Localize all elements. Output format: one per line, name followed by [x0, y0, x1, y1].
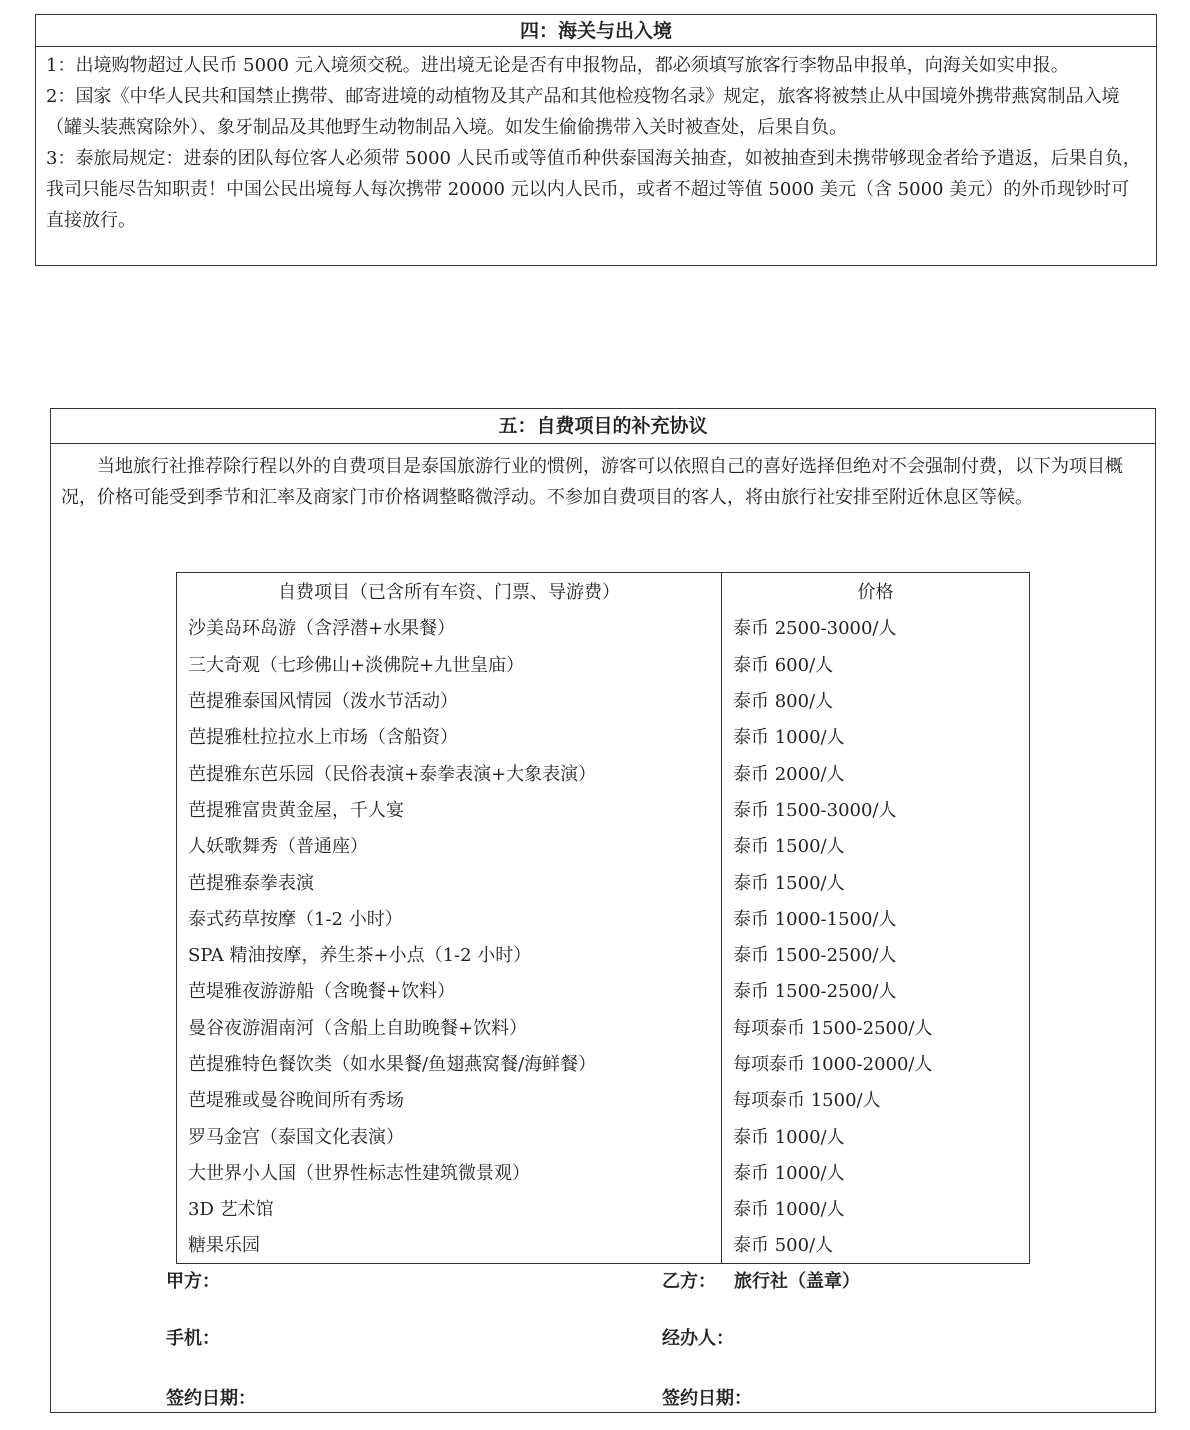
table-row	[177, 609, 1030, 645]
item-name: 芭提雅富贵黄金屋，千人宴	[188, 799, 404, 821]
item-name: 泰式药草按摩（1-2 小时）	[188, 908, 403, 930]
customs-paragraph: 1：出境购物超过人民币 5000 元入境须交税。进出境无论是否有申报物品，都必须填写旅客行李物品申报单，向海关如实申报。	[46, 55, 1069, 76]
customs-section	[35, 14, 1157, 266]
item-name: 芭堤雅夜游游船（含晚餐+饮料）	[188, 981, 456, 1003]
optional-items-table	[176, 572, 1030, 1264]
item-price: 泰币 800/人	[722, 682, 1030, 718]
table-row	[177, 863, 1030, 899]
table-row	[177, 682, 1030, 718]
item-name: 沙美岛环岛游（含浮潜+水果餐）	[188, 618, 456, 640]
item-price: 每项泰币 1000-2000/人	[722, 1045, 1030, 1081]
item-name: 芭提雅杜拉拉水上市场（含船资）	[188, 727, 458, 749]
table-row	[177, 1190, 1030, 1226]
table-row	[177, 900, 1030, 936]
table-row	[177, 646, 1030, 682]
item-price: 每项泰币 1500/人	[722, 1081, 1030, 1117]
customs-paragraph: 2：国家《中华人民共和国禁止携带、邮寄进境的动植物及其产品和其他检疫物名录》规定，旅客将被禁止从中国境外携带燕窝制品入境（罐头装燕窝除外）、象牙制品及其他野生动物制品入境。如发生偷偷携带入关时被查处，后果自负。	[46, 86, 1120, 138]
item-name: 芭提雅泰拳表演	[188, 872, 314, 894]
item-price: 泰币 1000/人	[722, 1117, 1030, 1153]
party-b-value: 旅行社（盖章）	[734, 1271, 860, 1292]
item-price: 泰币 2500-3000/人	[722, 609, 1030, 645]
item-name: 糖果乐园	[188, 1235, 260, 1257]
party-b-label: 乙方：	[662, 1271, 716, 1292]
item-price: 泰币 1500-3000/人	[722, 791, 1030, 827]
table-header-row	[177, 573, 1030, 610]
phone-label: 手机：	[166, 1328, 220, 1349]
item-name: 罗马金宫（泰国文化表演）	[188, 1126, 404, 1148]
sign-date-label-b: 签约日期：	[662, 1388, 752, 1409]
table-row	[177, 1117, 1030, 1153]
table-body	[177, 609, 1030, 1263]
table-row	[177, 718, 1030, 754]
table-row	[177, 1045, 1030, 1081]
table-row	[177, 936, 1030, 972]
item-price: 每项泰币 1500-2500/人	[722, 1009, 1030, 1045]
table-row	[177, 1081, 1030, 1117]
item-name: 芭提雅泰国风情园（泼水节活动）	[188, 691, 458, 713]
item-price: 泰币 2000/人	[722, 754, 1030, 790]
table-row	[177, 1154, 1030, 1190]
item-price: 泰币 1500/人	[722, 827, 1030, 863]
item-name: 曼谷夜游湄南河（含船上自助晚餐+饮料）	[188, 1017, 528, 1039]
item-price: 泰币 1500-2500/人	[722, 936, 1030, 972]
item-price: 泰币 600/人	[722, 646, 1030, 682]
table-row	[177, 827, 1030, 863]
item-name: SPA 精油按摩，养生茶+小点（1-2 小时）	[188, 945, 532, 967]
sign-date-label-a: 签约日期：	[166, 1388, 256, 1409]
header-item: 自费项目（已含所有车资、门票、导游费）	[278, 582, 620, 604]
item-name: 三大奇观（七珍佛山+淡佛院+九世皇庙）	[188, 654, 525, 676]
optional-items-intro: 当地旅行社推荐除行程以外的自费项目是泰国旅游行业的惯例，游客可以依照自己的喜好选择但绝对不会强制付费，以下为项目概况，价格可能受到季节和汇率及商家门市价格调整略微浮动。不参加自费项目的客人，将由旅行社安排至附近休息区等候。	[61, 456, 1123, 508]
item-price: 泰币 1000/人	[722, 718, 1030, 754]
item-price: 泰币 500/人	[722, 1226, 1030, 1263]
table-row	[177, 972, 1030, 1008]
customs-section-body	[36, 47, 1156, 236]
item-name: 人妖歌舞秀（普通座）	[188, 836, 368, 858]
item-price: 泰币 1500-2500/人	[722, 972, 1030, 1008]
party-a-label: 甲方：	[166, 1271, 220, 1292]
table-row	[177, 791, 1030, 827]
item-name: 3D 艺术馆	[188, 1199, 274, 1221]
customs-section-title: 四：海关与出入境	[36, 15, 1156, 47]
party-b	[662, 1267, 860, 1293]
item-name: 芭提雅特色餐饮类（如水果餐/鱼翅燕窝餐/海鲜餐）	[188, 1054, 597, 1075]
item-name: 芭堤雅或曼谷晚间所有秀场	[188, 1090, 404, 1112]
optional-items-section-title: 五：自费项目的补充协议	[51, 409, 1155, 444]
item-name: 大世界小人国（世界性标志性建筑微景观）	[188, 1162, 530, 1184]
table-row	[177, 1009, 1030, 1045]
handler-label: 经办人：	[662, 1328, 734, 1349]
item-price: 泰币 1000/人	[722, 1154, 1030, 1190]
item-price: 泰币 1500/人	[722, 863, 1030, 899]
item-price: 泰币 1000/人	[722, 1190, 1030, 1226]
item-name: 芭提雅东芭乐园（民俗表演+泰拳表演+大象表演）	[188, 763, 597, 785]
table-row	[177, 1226, 1030, 1263]
customs-paragraph: 3：泰旅局规定：进泰的团队每位客人必须带 5000 人民币或等值币种供泰国海关抽查，如被抽查到未携带够现金者给予遣返，后果自负，我司只能尽告知职责！中国公民出境每人每次携带 20000 元以内人民币，或者不超过等值 5000 美元（含 5000 美元）的外币现钞时可直接放行。	[46, 148, 1141, 231]
item-price: 泰币 1000-1500/人	[722, 900, 1030, 936]
table-row	[177, 754, 1030, 790]
header-price: 价格	[722, 573, 1030, 610]
